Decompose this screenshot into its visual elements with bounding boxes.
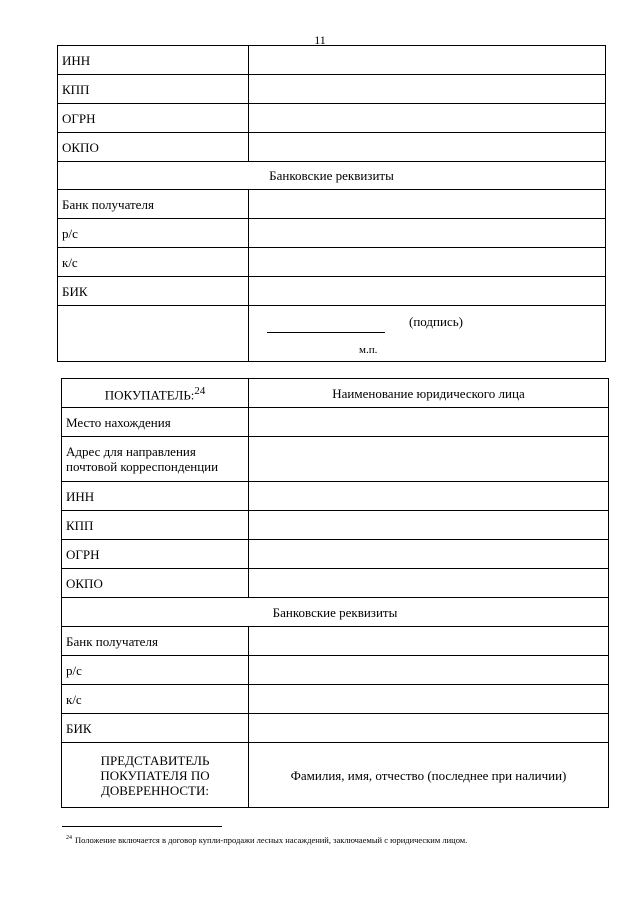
signature-label: (подпись)	[409, 314, 463, 329]
settlement-account-label: р/с	[58, 219, 249, 248]
inn-label: ИНН	[62, 482, 249, 511]
buyer-requisites-table	[61, 378, 609, 808]
table-row	[62, 569, 609, 598]
inn-field[interactable]	[249, 46, 606, 75]
correspondent-account-label: к/с	[62, 685, 249, 714]
table-row	[58, 46, 606, 75]
mailing-address-label: Адрес для направления почтовой корреспонденции	[62, 437, 249, 482]
signature-blank-cell	[58, 306, 249, 362]
correspondent-account-label: к/с	[58, 248, 249, 277]
representative-label: ПРЕДСТАВИТЕЛЬ ПОКУПАТЕЛЯ ПО ДОВЕРЕННОСТИ:	[62, 743, 249, 808]
table-row	[62, 540, 609, 569]
settlement-account-label: р/с	[62, 656, 249, 685]
kpp-field[interactable]	[249, 75, 606, 104]
bank-details-header: Банковские реквизиты	[62, 598, 609, 627]
mailing-address-field[interactable]	[249, 437, 609, 482]
recipient-bank-label: Банк получателя	[62, 627, 249, 656]
table-row	[62, 627, 609, 656]
footnote	[66, 835, 467, 845]
bik-label: БИК	[62, 714, 249, 743]
okpo-label: ОКПО	[62, 569, 249, 598]
settlement-account-field[interactable]	[249, 656, 609, 685]
recipient-bank-label: Банк получателя	[58, 190, 249, 219]
table-row	[62, 437, 609, 482]
ogrn-label: ОГРН	[58, 104, 249, 133]
ogrn-field[interactable]	[249, 540, 609, 569]
okpo-field[interactable]	[249, 133, 606, 162]
signature-row	[58, 306, 606, 362]
footnote-divider	[62, 826, 222, 827]
footnote-text: Положение включается в договор купли-продажи лесных насаждений, заключаемый с юридическим лицом.	[75, 835, 468, 845]
seller-requisites-table	[57, 45, 606, 362]
okpo-label: ОКПО	[58, 133, 249, 162]
seal-label: м.п.	[359, 344, 378, 356]
table-row	[58, 75, 606, 104]
table-row	[62, 482, 609, 511]
location-label: Место нахождения	[62, 408, 249, 437]
table-row	[58, 104, 606, 133]
ogrn-field[interactable]	[249, 104, 606, 133]
footnote-ref: 24	[194, 384, 206, 397]
table-row	[62, 656, 609, 685]
table-row	[58, 162, 606, 190]
table-row	[58, 277, 606, 306]
location-field[interactable]	[249, 408, 609, 437]
footnote-number: 24	[66, 835, 72, 841]
table-row	[62, 511, 609, 540]
bik-field[interactable]	[249, 277, 606, 306]
correspondent-account-field[interactable]	[249, 685, 609, 714]
ogrn-label: ОГРН	[62, 540, 249, 569]
table-row	[62, 743, 609, 808]
signature-cell[interactable]	[249, 306, 606, 362]
bank-details-header: Банковские реквизиты	[58, 162, 606, 190]
table-row	[62, 598, 609, 627]
recipient-bank-field[interactable]	[249, 190, 606, 219]
signature-line[interactable]	[267, 332, 385, 333]
bik-field[interactable]	[249, 714, 609, 743]
table-row	[58, 190, 606, 219]
table-row	[62, 685, 609, 714]
table-row	[58, 248, 606, 277]
legal-entity-name-header: Наименование юридического лица	[249, 379, 609, 408]
table-row	[62, 408, 609, 437]
kpp-label: КПП	[58, 75, 249, 104]
bik-label: БИК	[58, 277, 249, 306]
table-row	[58, 219, 606, 248]
kpp-label: КПП	[62, 511, 249, 540]
recipient-bank-field[interactable]	[249, 627, 609, 656]
table-row	[62, 714, 609, 743]
settlement-account-field[interactable]	[249, 219, 606, 248]
okpo-field[interactable]	[249, 569, 609, 598]
buyer-title-text: ПОКУПАТЕЛЬ:	[104, 387, 195, 403]
page-number: 11	[314, 33, 326, 47]
representative-name-field[interactable]: Фамилия, имя, отчество (последнее при наличии)	[249, 743, 609, 808]
table-row	[62, 379, 609, 408]
kpp-field[interactable]	[249, 511, 609, 540]
buyer-title	[62, 379, 249, 408]
inn-label: ИНН	[58, 46, 249, 75]
inn-field[interactable]	[249, 482, 609, 511]
correspondent-account-field[interactable]	[249, 248, 606, 277]
table-row	[58, 133, 606, 162]
